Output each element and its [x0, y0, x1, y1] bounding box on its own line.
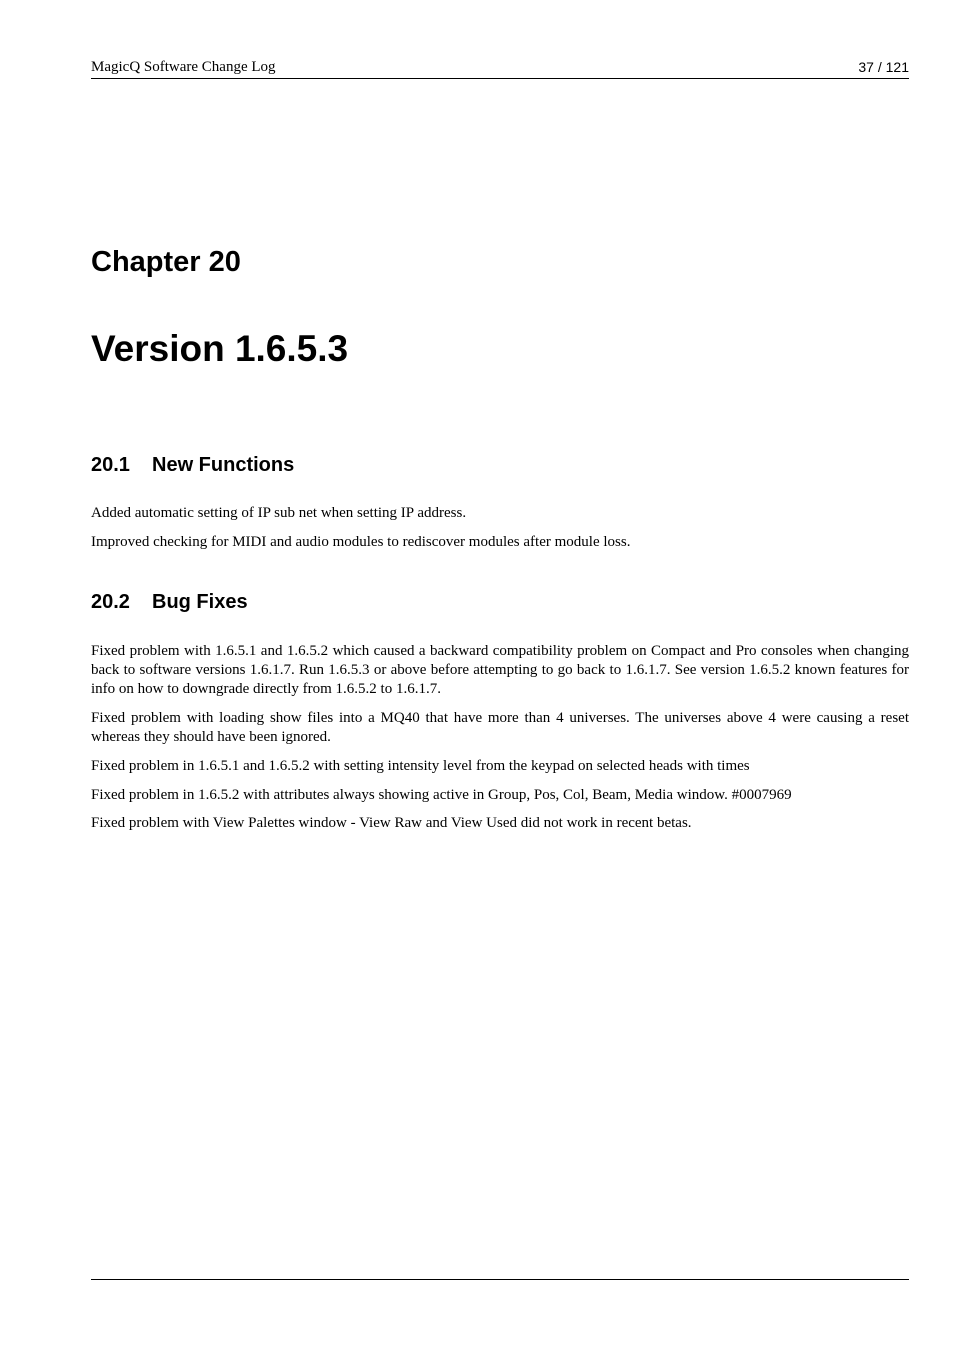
- page-number: 37 / 121: [858, 59, 909, 75]
- page-header: [91, 58, 909, 79]
- paragraph: Added automatic setting of IP sub net when setting IP address.: [91, 505, 467, 521]
- paragraph: Fixed problem with 1.6.5.1 and 1.6.5.2 which caused a backward compatibility problem on Compact and Pro consoles when changing back to software versions 1.6.1.7. Run 1.6.5.3 or above before attempting to go back to 1.6.1.7. See version 1.6.5.2 known features for info on how to downgrade directly from 1.6.5.2 to 1.6.1.7.: [91, 643, 909, 697]
- section-heading-new-functions: [91, 453, 294, 477]
- section-title: Bug Fixes: [152, 591, 248, 613]
- paragraph: Improved checking for MIDI and audio modules to rediscover modules after module loss.: [91, 534, 631, 550]
- paragraph: Fixed problem in 1.6.5.2 with attributes always showing active in Group, Pos, Col, Beam, Media window. #0007969: [91, 787, 792, 803]
- section-heading-bug-fixes: [91, 590, 248, 614]
- paragraph: Fixed problem with View Palettes window - View Raw and View Used did not work in recent betas.: [91, 815, 692, 831]
- document-title: MagicQ Software Change Log: [91, 59, 276, 75]
- footer-rule: [91, 1279, 909, 1280]
- chapter-label: Chapter 20: [91, 246, 241, 278]
- section-number: 20.1: [91, 454, 130, 476]
- section-title: New Functions: [152, 454, 295, 476]
- chapter-title: Version 1.6.5.3: [91, 328, 349, 369]
- section-number: 20.2: [91, 591, 130, 613]
- paragraph: Fixed problem in 1.6.5.1 and 1.6.5.2 with setting intensity level from the keypad on selected heads with times: [91, 758, 750, 774]
- paragraph: Fixed problem with loading show files into a MQ40 that have more than 4 universes. The universes above 4 were causing a reset whereas they should have been ignored.: [91, 710, 909, 745]
